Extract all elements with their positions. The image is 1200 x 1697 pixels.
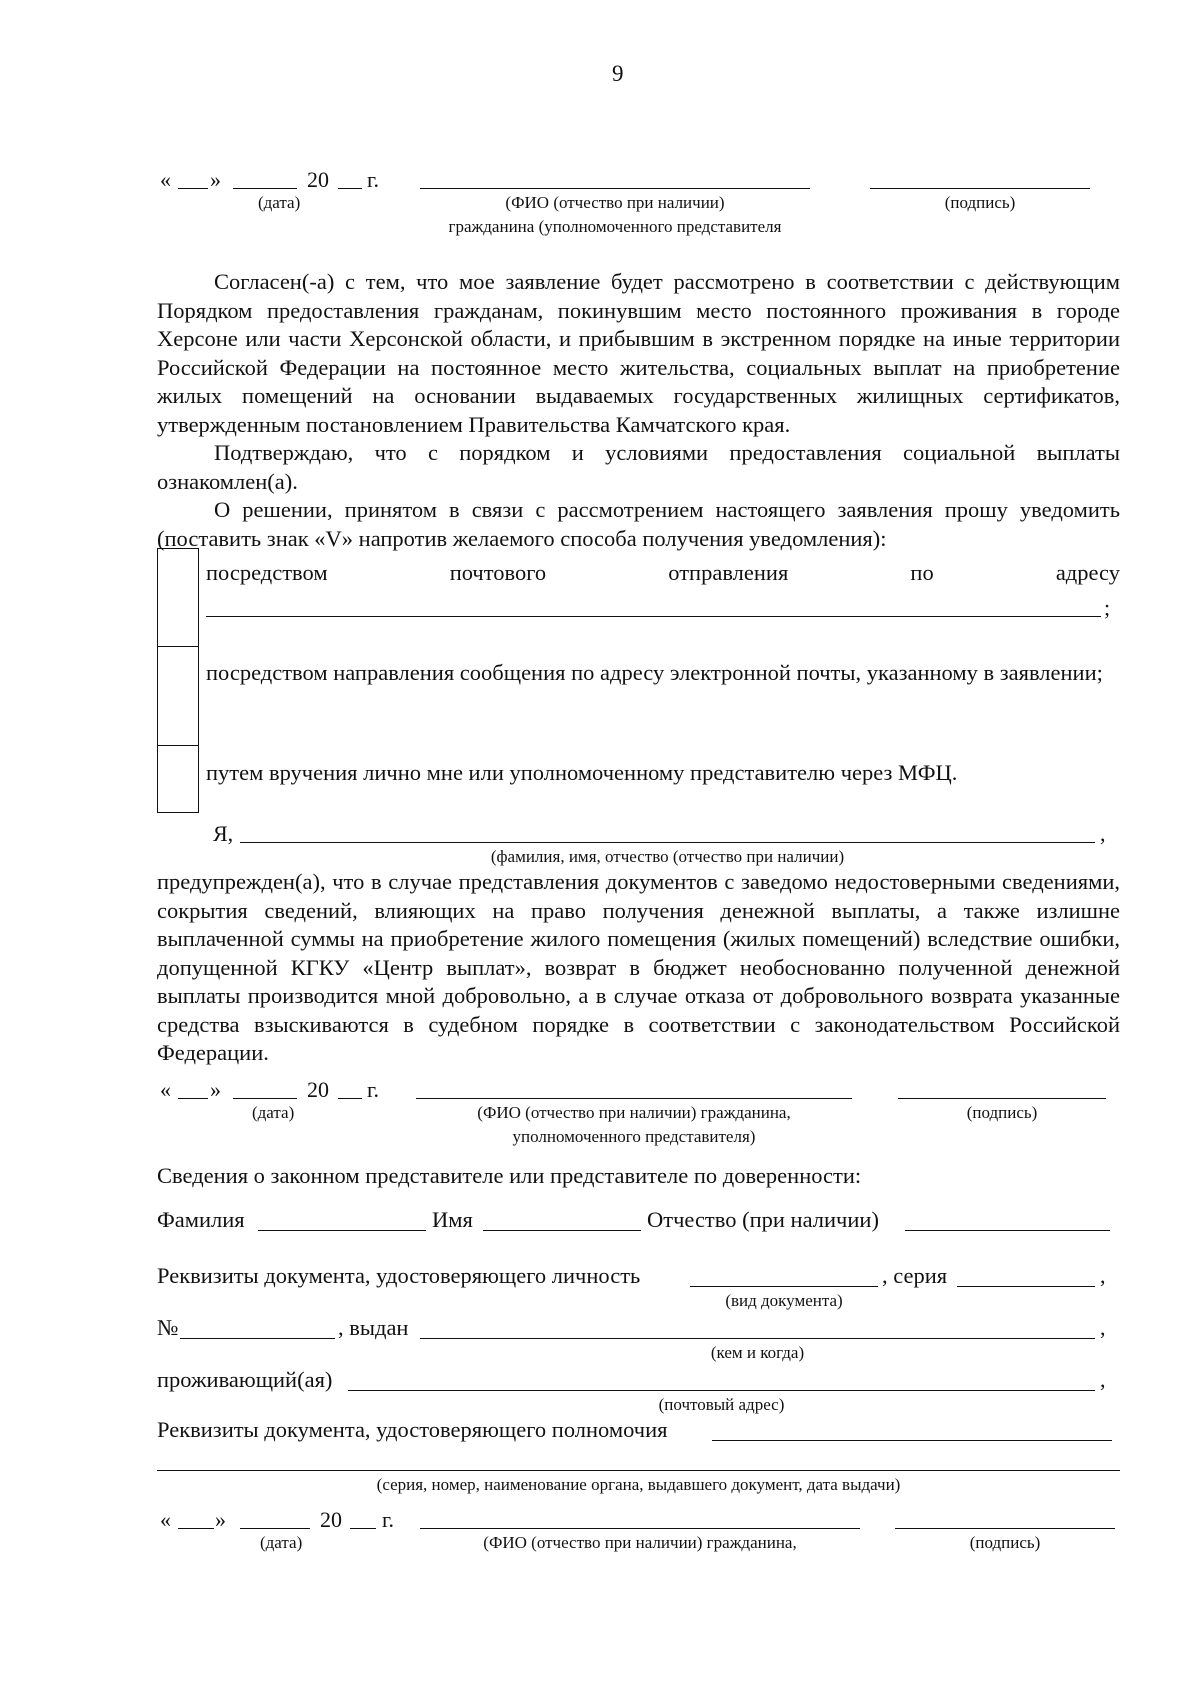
name-field[interactable]: [483, 1230, 641, 1231]
authority-doc-field-2[interactable]: [157, 1470, 1120, 1471]
signature-field[interactable]: [898, 1098, 1106, 1099]
day-field[interactable]: [178, 1528, 214, 1529]
year-prefix: 20: [307, 167, 329, 192]
option-postal-word: отправления: [668, 560, 789, 585]
signature-label: (подпись): [944, 193, 1016, 212]
year-suffix: г.: [382, 1507, 395, 1532]
month-field[interactable]: [233, 188, 297, 189]
fio-label: (ФИО (отчество при наличии) гражданина,: [483, 1533, 797, 1552]
option-postal-word: посредством: [206, 560, 328, 585]
fio-label: (ФИО (отчество при наличии) гражданина,: [477, 1103, 791, 1122]
date-label: (дата): [260, 1533, 303, 1552]
issued-field[interactable]: [420, 1338, 1095, 1339]
authority-doc-field[interactable]: [712, 1440, 1112, 1441]
surname-label: Фамилия: [157, 1207, 245, 1232]
issued-sublabel: (кем и когда): [710, 1343, 805, 1362]
quote-close: »: [215, 1507, 226, 1532]
authority-sublabel: (серия, номер, наименование органа, выдавшего документ, дата выдачи): [376, 1475, 901, 1494]
consent-paragraph: [157, 268, 1120, 439]
representative-heading: Сведения о законном представителе или представителе по доверенности:: [157, 1163, 862, 1188]
checkbox-email[interactable]: [157, 646, 199, 746]
residing-comma: ,: [1100, 1367, 1106, 1392]
fullname-label: (фамилия, имя, отчество (отчество при наличии): [490, 847, 845, 866]
signature-field[interactable]: [895, 1528, 1115, 1529]
day-field[interactable]: [178, 1098, 208, 1099]
series-label: , серия: [882, 1263, 948, 1288]
option-postal-word: по: [910, 560, 934, 585]
year-field[interactable]: [350, 1528, 376, 1529]
residing-label: проживающий(ая): [157, 1367, 333, 1392]
authority-doc-label: Реквизиты документа, удостоверяющего полномочия: [157, 1417, 668, 1442]
name-label: Имя: [432, 1207, 473, 1232]
checkbox-mfc[interactable]: [157, 745, 199, 813]
year-prefix: 20: [320, 1507, 342, 1532]
notification-paragraph: [157, 496, 1120, 553]
postal-semicolon: ;: [1104, 595, 1111, 620]
doc-type-label: (вид документа): [725, 1291, 843, 1310]
month-field[interactable]: [240, 1528, 310, 1529]
series-comma: ,: [1100, 1263, 1106, 1288]
acknowledge-paragraph: [157, 439, 1120, 496]
number-label: №: [157, 1315, 179, 1340]
quote-close: »: [210, 1077, 221, 1102]
doc-type-field[interactable]: [690, 1286, 878, 1287]
fio-label-line2: гражданина (уполномоченного представителя: [448, 217, 782, 236]
day-field[interactable]: [178, 188, 208, 189]
patronymic-field[interactable]: [905, 1230, 1110, 1231]
option-postal: [206, 558, 1120, 588]
year-suffix: г.: [367, 1077, 380, 1102]
option-postal-word: адресу: [1055, 560, 1120, 585]
signature-field[interactable]: [870, 188, 1090, 189]
fio-field[interactable]: [420, 188, 810, 189]
option-postal-word: почтового: [449, 560, 547, 585]
consent-text: Согласен(-а) с тем, что мое заявление будет рассмотрено в соответствии с действующим Порядком предоставления гражданам, покинувшим место постоянного проживания в городе Херсоне или части Херсонской области, и прибывшим в экстренном порядке на иные территории Российской Федерации на постоянное место жительства, социальных выплат на приобретение жилых помещений на основании выдаваемых государственных жилищных сертификатов, утвержденным постановлением Правительства Камчатского края.: [157, 269, 1120, 437]
signature-label: (подпись): [966, 1103, 1038, 1122]
fullname-field[interactable]: [240, 842, 1095, 843]
issued-comma: ,: [1100, 1315, 1106, 1340]
surname-field[interactable]: [258, 1230, 426, 1231]
option-mfc: путем вручения лично мне или уполномоченному представителю через МФЦ.: [206, 760, 958, 785]
option-email: посредством направления сообщения по адресу электронной почты, указанному в заявлении;: [206, 660, 1103, 685]
fio-label: (ФИО (отчество при наличии): [505, 193, 725, 212]
postal-sublabel: (почтовый адрес): [658, 1395, 785, 1414]
patronymic-label: Отчество (при наличии): [647, 1207, 879, 1232]
date-label: (дата): [252, 1103, 295, 1122]
page-number: 9: [612, 61, 624, 86]
issued-label: , выдан: [338, 1315, 409, 1340]
residing-field[interactable]: [348, 1390, 1095, 1391]
date-label: (дата): [258, 193, 301, 212]
id-doc-label: Реквизиты документа, удостоверяющего личность: [157, 1263, 641, 1288]
fio-label-line2: уполномоченного представителя): [512, 1127, 756, 1146]
postal-address-field[interactable]: [206, 616, 1101, 617]
signature-label: (подпись): [969, 1533, 1041, 1552]
month-field[interactable]: [233, 1098, 297, 1099]
quote-close: »: [210, 167, 221, 192]
quote-open: «: [160, 167, 171, 192]
ya-label: Я,: [213, 821, 234, 846]
year-field[interactable]: [338, 1098, 362, 1099]
fio-field[interactable]: [416, 1098, 852, 1099]
quote-open: «: [160, 1507, 171, 1532]
fio-field[interactable]: [420, 1528, 860, 1529]
year-suffix: г.: [367, 167, 380, 192]
warning-paragraph: предупрежден(а), что в случае представления документов с заведомо недостоверными сведениями, сокрытия сведений, влияющих на право получения денежной выплаты, а также излишне выплаченной суммы на приобретение жилого помещения (жилых помещений) вследствие ошибки, допущенной КГКУ «Центр выплат», возврат в бюджет необоснованно полученной денежной выплаты производится мной добровольно, а в случае отказа от добровольного возврата указанные средства взыскиваются в судебном порядке в соответствии с законодательством Российской Федерации.: [157, 869, 1120, 1065]
acknowledge-text: Подтверждаю, что с порядком и условиями предоставления социальной выплаты ознакомлен(а).: [157, 440, 1120, 494]
number-field[interactable]: [180, 1338, 335, 1339]
series-field[interactable]: [957, 1286, 1095, 1287]
year-field[interactable]: [338, 188, 362, 189]
year-prefix: 20: [307, 1077, 329, 1102]
checkbox-postal[interactable]: [157, 548, 199, 647]
fullname-comma: ,: [1100, 821, 1106, 846]
quote-open: «: [160, 1077, 171, 1102]
notification-text: О решении, принятом в связи с рассмотрением настоящего заявления прошу уведомить (поставить знак «V» напротив желаемого способа получения уведомления):: [157, 497, 1120, 551]
